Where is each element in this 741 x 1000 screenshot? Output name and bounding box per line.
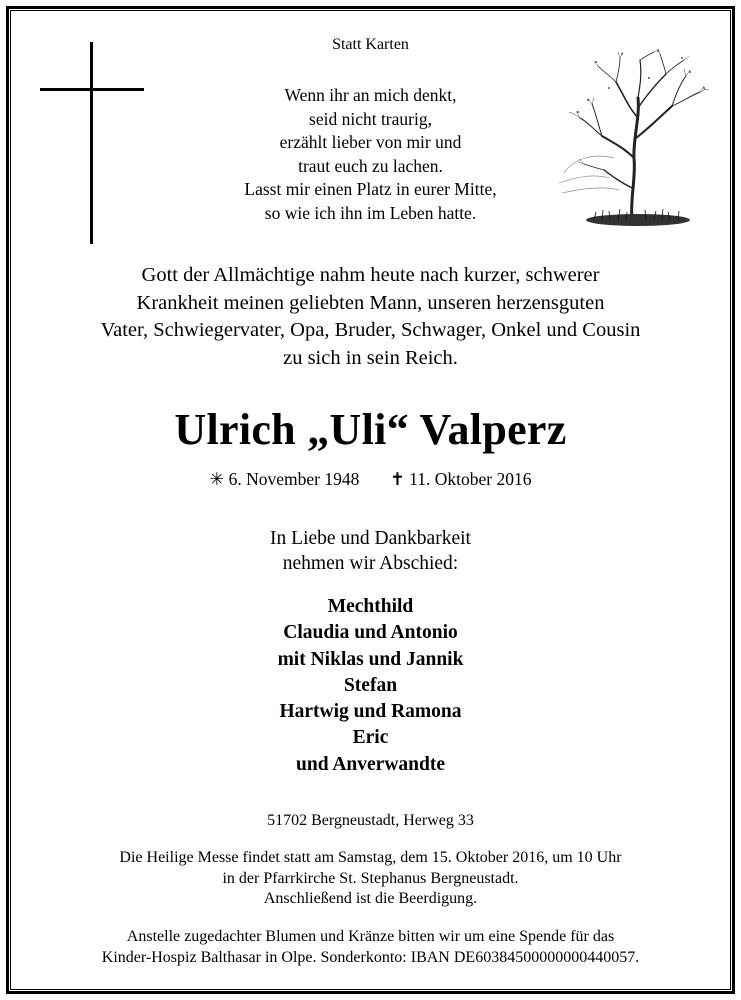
intro-line: Gott der Allmächtige nahm heute nach kurzer, schwerer xyxy=(141,264,600,286)
poem-line: so wie ich ihn im Leben hatte. xyxy=(264,202,477,223)
birth-date: 6. November 1948 xyxy=(228,469,360,489)
farewell-line: nehmen wir Abschied: xyxy=(282,553,459,574)
intro-paragraph xyxy=(0,262,741,372)
mass-line: Die Heilige Messe findet statt am Samstag, dem 15. Oktober 2016, um 10 Uhr xyxy=(119,849,622,866)
life-dates xyxy=(0,469,741,490)
birth-star-icon: ✳ xyxy=(209,469,225,489)
address: 51702 Bergneustadt, Herweg 33 xyxy=(267,812,474,829)
family-list xyxy=(0,594,741,778)
poem-line: erzählt lieber von mir und xyxy=(279,132,462,152)
mass-info xyxy=(0,848,741,910)
intro-line: Vater, Schwiegervater, Opa, Bruder, Schwager, Onkel und Cousin xyxy=(100,319,641,341)
deceased-name: Ulrich „Uli“ Valperz xyxy=(174,405,567,454)
statt-karten-label: Statt Karten xyxy=(332,36,409,53)
donation-line: Kinder-Hospiz Balthasar in Olpe. Sonderkonto: IBAN DE60384500000000440057. xyxy=(101,948,640,966)
poem xyxy=(0,84,741,225)
mass-line: Anschließend ist die Beerdigung. xyxy=(263,890,478,907)
family-member: Mechthild xyxy=(327,596,414,617)
farewell-line: In Liebe und Dankbarkeit xyxy=(270,528,471,549)
family-member: Stefan xyxy=(343,674,398,696)
family-member: Claudia und Antonio xyxy=(283,622,458,644)
mass-line: in der Pfarrkirche St. Stephanus Bergneustadt. xyxy=(222,869,519,887)
death-cross-icon: ✝ xyxy=(390,469,405,489)
family-member: mit Niklas und Jannik xyxy=(277,648,464,670)
poem-line: Lasst mir einen Platz in eurer Mitte, xyxy=(244,179,497,199)
poem-line: Wenn ihr an mich denkt, xyxy=(284,85,457,105)
donation-info xyxy=(0,927,741,968)
intro-line: zu sich in sein Reich. xyxy=(283,346,458,369)
poem-line: seid nicht traurig, xyxy=(309,108,432,129)
family-member: Hartwig und Ramona xyxy=(279,701,462,723)
farewell-text xyxy=(0,526,741,576)
donation-line: Anstelle zugedachter Blumen und Kränze bitten wir um eine Spende für das xyxy=(126,928,615,945)
intro-line: Krankheit meinen geliebten Mann, unseren herzensguten xyxy=(136,291,605,314)
poem-line: traut euch zu lachen. xyxy=(298,155,443,176)
family-member: und Anverwandte xyxy=(296,753,445,775)
family-member: Eric xyxy=(352,727,389,749)
death-date: 11. Oktober 2016 xyxy=(409,469,532,489)
